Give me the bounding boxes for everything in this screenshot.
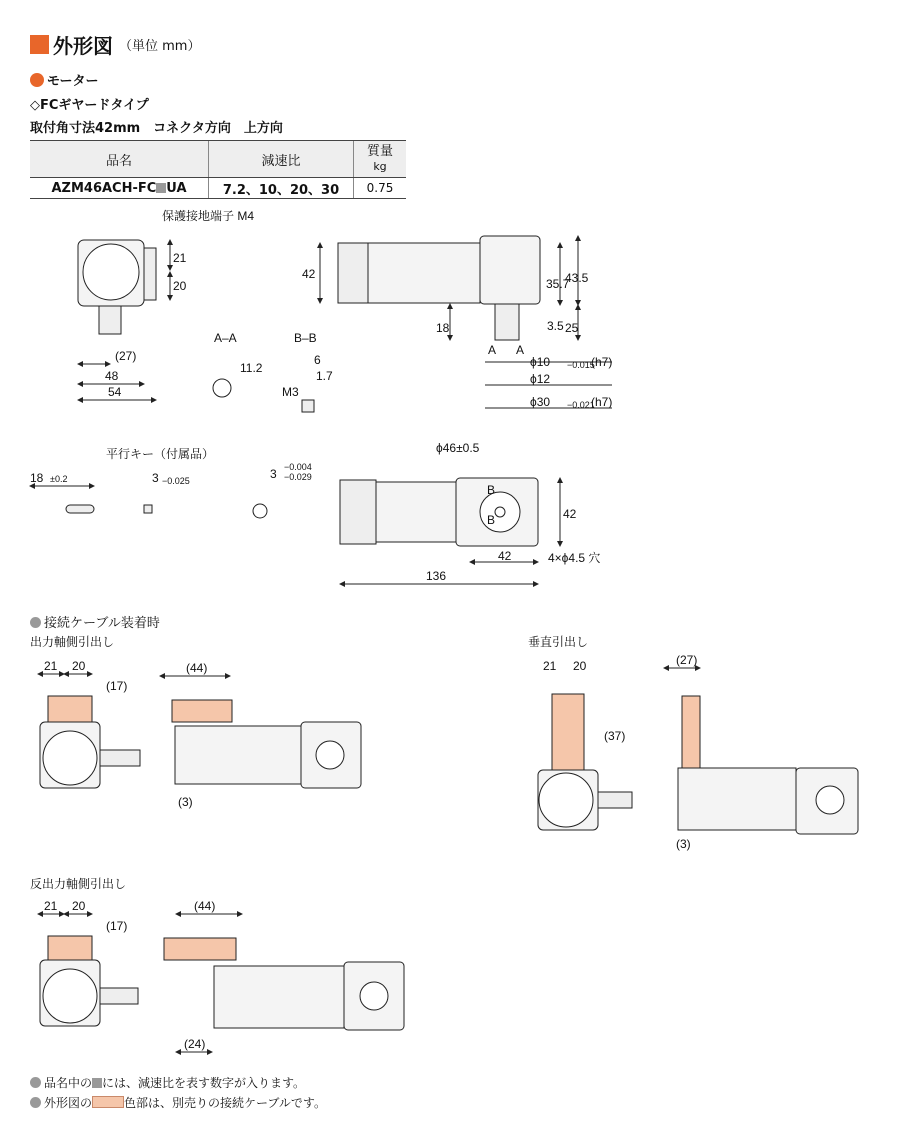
svg-text:(3): (3) bbox=[676, 837, 691, 851]
col-model: 品名 bbox=[30, 141, 209, 178]
svg-text:20: 20 bbox=[72, 659, 86, 673]
svg-text:(27): (27) bbox=[676, 653, 698, 667]
svg-text:42: 42 bbox=[498, 549, 512, 563]
svg-text:A: A bbox=[516, 343, 525, 357]
svg-text:(37): (37) bbox=[604, 729, 626, 743]
grey-dot-icon bbox=[30, 1097, 41, 1108]
svg-text:42: 42 bbox=[302, 267, 316, 281]
svg-text:1.7: 1.7 bbox=[316, 369, 333, 383]
svg-text:3: 3 bbox=[152, 471, 159, 485]
cable-vertical bbox=[538, 668, 858, 834]
svg-text:(17): (17) bbox=[106, 679, 128, 693]
svg-text:21: 21 bbox=[543, 659, 557, 673]
svg-text:136: 136 bbox=[426, 569, 447, 583]
svg-text:A–A: A–A bbox=[214, 331, 237, 345]
cable-output-side bbox=[38, 674, 361, 788]
svg-text:21: 21 bbox=[44, 659, 58, 673]
grey-dot-icon bbox=[30, 1077, 41, 1088]
section-gear-type: ◇FCギヤードタイプ bbox=[30, 98, 149, 113]
svg-text:−0.004: −0.004 bbox=[284, 462, 312, 472]
svg-text:(44): (44) bbox=[186, 661, 208, 675]
svg-text:(h7): (h7) bbox=[591, 355, 613, 369]
grey-dot-icon bbox=[30, 617, 41, 628]
svg-text:(44): (44) bbox=[194, 899, 216, 913]
svg-text:11.2: 11.2 bbox=[240, 361, 263, 375]
svg-text:B–B: B–B bbox=[294, 331, 317, 345]
svg-text:4×ϕ4.5 穴: 4×ϕ4.5 穴 bbox=[548, 551, 601, 565]
placeholder-square-icon bbox=[92, 1078, 102, 1088]
svg-text:ϕ12: ϕ12 bbox=[530, 372, 551, 386]
svg-text:(3): (3) bbox=[178, 795, 193, 809]
svg-text:6: 6 bbox=[314, 353, 321, 367]
svg-text:ϕ46±0.5: ϕ46±0.5 bbox=[436, 441, 480, 455]
cell-model: AZM46ACH-FC UA bbox=[30, 178, 209, 199]
cable-color-swatch bbox=[92, 1096, 124, 1108]
svg-text:18: 18 bbox=[436, 321, 450, 335]
svg-text:3: 3 bbox=[270, 467, 277, 481]
note-2: 外形図の 色部は、別売りの接続ケーブルです。 bbox=[30, 1094, 326, 1111]
svg-text:ϕ10: ϕ10 bbox=[530, 355, 551, 369]
vertical-label: 垂直引出し bbox=[528, 635, 589, 649]
cell-ratio: 7.2、10、20、30 bbox=[209, 178, 354, 199]
svg-text:A: A bbox=[488, 343, 497, 357]
title-unit: （単位 mm） bbox=[119, 39, 201, 54]
svg-text:平行キー（付属品）: 平行キー（付属品） bbox=[106, 447, 215, 461]
svg-text:20: 20 bbox=[173, 279, 187, 293]
svg-text:54: 54 bbox=[108, 385, 122, 399]
title-text: 外形図 bbox=[53, 34, 113, 58]
cable-reverse-side bbox=[38, 914, 404, 1052]
col-mass: 質量 kg bbox=[354, 141, 407, 178]
col-ratio: 減速比 bbox=[209, 141, 354, 178]
front-view bbox=[78, 240, 170, 400]
svg-text:21: 21 bbox=[44, 899, 58, 913]
svg-text:ϕ30: ϕ30 bbox=[530, 395, 551, 409]
svg-text:B: B bbox=[487, 483, 496, 497]
rev-side-label: 反出力軸側引出し bbox=[30, 877, 127, 891]
svg-text:(27): (27) bbox=[115, 349, 137, 363]
svg-text:−0.021: −0.021 bbox=[567, 400, 595, 410]
svg-text:20: 20 bbox=[72, 899, 86, 913]
section-spec-line: 取付角寸法42mm コネクタ方向 上方向 bbox=[30, 121, 283, 136]
svg-text:M3: M3 bbox=[282, 385, 299, 399]
svg-text:(17): (17) bbox=[106, 919, 128, 933]
svg-text:(24): (24) bbox=[184, 1037, 206, 1051]
svg-text:25: 25 bbox=[565, 321, 579, 335]
cable-title: 接続ケーブル装着時 bbox=[30, 612, 160, 631]
svg-text:42: 42 bbox=[563, 507, 577, 521]
svg-text:−0.025: −0.025 bbox=[162, 476, 190, 486]
cell-mass: 0.75 bbox=[354, 178, 407, 199]
section-motor: モーター bbox=[30, 70, 98, 89]
svg-text:B: B bbox=[487, 513, 496, 527]
svg-text:18: 18 bbox=[30, 471, 44, 485]
svg-text:48: 48 bbox=[105, 369, 119, 383]
svg-text:3.5: 3.5 bbox=[547, 319, 564, 333]
out-side-label: 出力軸側引出し bbox=[30, 635, 115, 649]
ground-terminal-label: 保護接地端子 M4 bbox=[162, 209, 255, 223]
note-1: 品名中の には、減速比を表す数字が入ります。 bbox=[30, 1074, 305, 1091]
svg-text:21: 21 bbox=[173, 251, 187, 265]
svg-text:43.5: 43.5 bbox=[565, 271, 589, 285]
svg-text:35.7: 35.7 bbox=[546, 277, 570, 291]
svg-text:−0.015: −0.015 bbox=[567, 360, 595, 370]
svg-text:±0.2: ±0.2 bbox=[50, 474, 68, 484]
svg-text:−0.029: −0.029 bbox=[284, 472, 312, 482]
svg-text:(h7): (h7) bbox=[591, 395, 613, 409]
svg-text:20: 20 bbox=[573, 659, 587, 673]
